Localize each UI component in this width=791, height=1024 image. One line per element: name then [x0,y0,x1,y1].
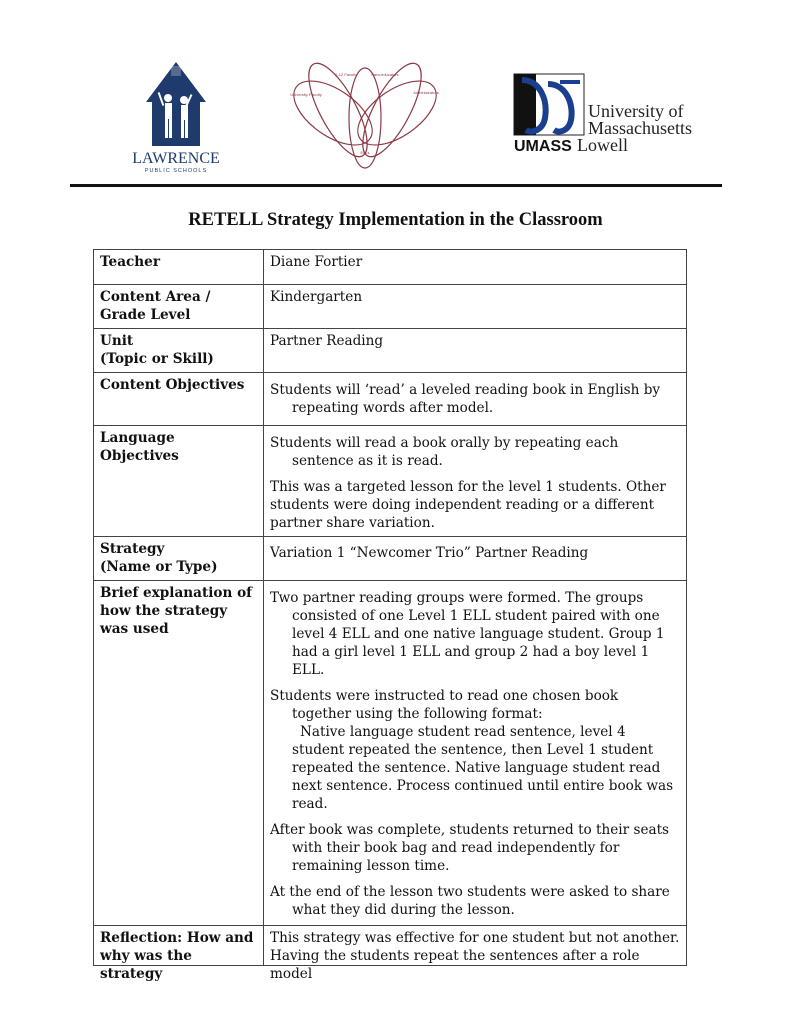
teacher-label: Teacher [94,250,264,285]
unit-value: Partner Reading [264,329,687,373]
header-logos [0,0,791,180]
page-title: RETELL Strategy Implementation in the Classroom [188,210,603,230]
strategy-value: Variation 1 “Newcomer Trio” Partner Reading [264,537,687,581]
table-row [94,373,687,426]
brief-explanation-value: Two partner reading groups were formed. The groups consisted of one Level 1 ELL student paired with one level 4 ELL and one native language student. Group 1 had a girl level 1 ELL and group 2 had a boy level 1 ELL. Students were instructed to read one chosen book together using the following format: Native language student read sentence, level 4 student repeated the sentence, then Level 1 student repeated the sentence. Native language student read next sentence. Process continued until entire book was read. After book was complete, students returned to their seats with their book bag and read independently for remaining lesson time. At the end of the lesson two students were asked to share what they did during the lesson. [264,581,687,926]
lawrence-logo-name: LAWRENCE [132,150,220,167]
svg-text:Para-educators: Para-educators [371,72,399,77]
svg-text:PUBLIC SCHOOLS: PUBLIC SCHOOLS [144,168,208,174]
svg-text:ELLs: ELLs [360,150,370,155]
svg-text:University Faculty: University Faculty [290,92,322,97]
content-objectives-value: Students will ‘read’ a leveled reading book in English by repeating words after model. [264,373,687,426]
language-objectives-label: Language Objectives [94,426,264,537]
table-row [94,285,687,329]
unit-label: Unit (Topic or Skill) [94,329,264,373]
svg-text:K-12 Faculty: K-12 Faculty [334,72,358,77]
svg-text:Lowell: Lowell [577,135,628,155]
svg-text:University of: University of [588,101,684,121]
content-area-value: Kindergarten [264,285,687,329]
brief-explanation-label: Brief explanation of how the strategy was used [94,581,264,926]
svg-text:UMASS: UMASS [514,138,572,155]
umass-lowell-logo [514,74,692,155]
table-row [94,926,687,966]
language-objectives-value: Students will read a book orally by repeating each sentence as it is read. This was a targeted lesson for the level 1 students. Other students were doing independent reading or a different partner share variation. [264,426,687,537]
svg-text:Massachusetts: Massachusetts [588,118,692,138]
teacher-value: Diane Fortier [264,250,687,285]
reflection-label: Reflection: How and why was the strategy [94,926,264,966]
content-objectives-label: Content Objectives [94,373,264,426]
table-row [94,250,687,285]
reflection-value: This strategy was effective for one student but not another. Having the students repeat the sentences after a role model [264,926,687,966]
content-area-label: Content Area / Grade Level [94,285,264,329]
lawrence-logo [132,62,220,174]
table-row [94,329,687,373]
table-row [94,537,687,581]
strategy-label: Strategy (Name or Type) [94,537,264,581]
table-row [94,581,687,926]
strategy-form-table [93,249,687,982]
header-divider [70,184,722,187]
svg-text:Administrators: Administrators [413,90,439,95]
table-row [94,426,687,537]
